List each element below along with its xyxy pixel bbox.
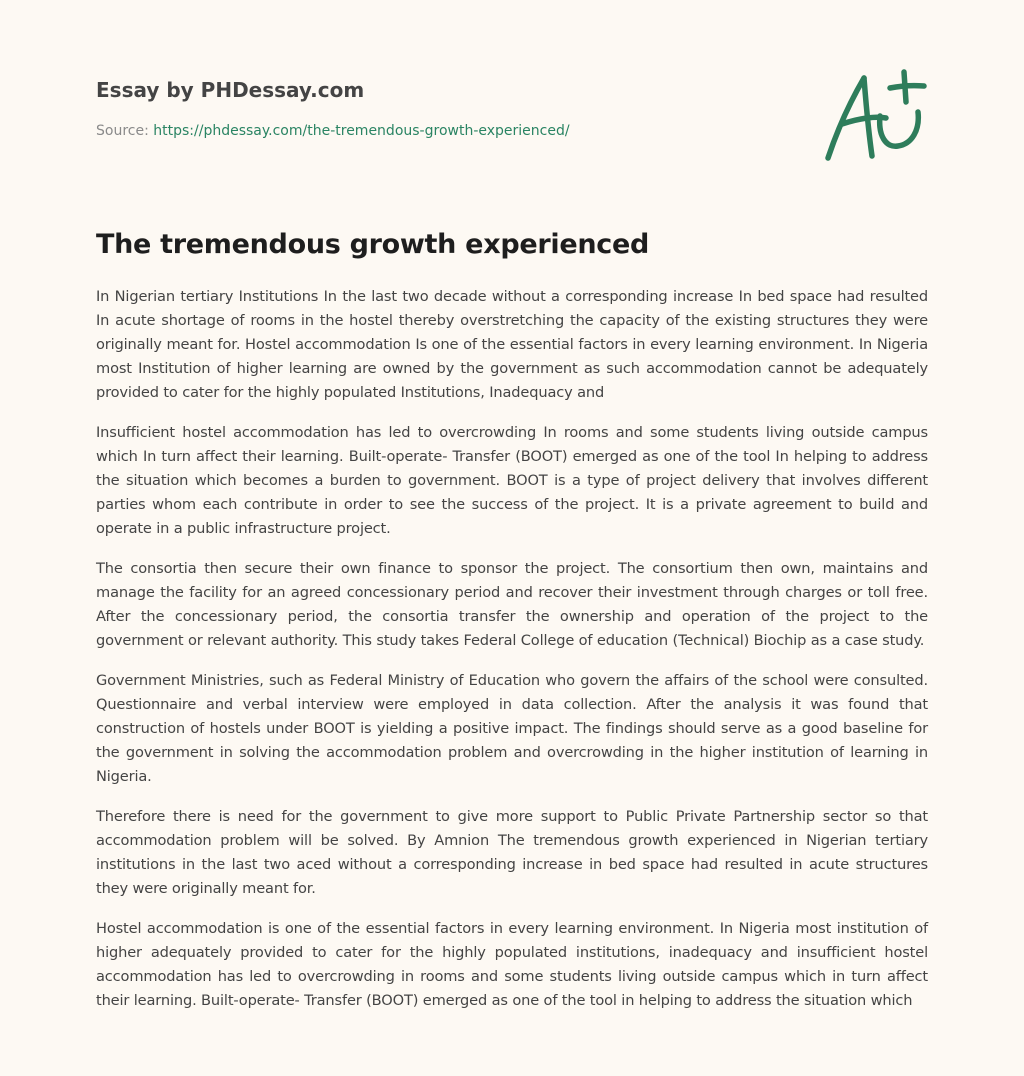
- site-title: Essay by PHDessay.com: [96, 78, 365, 102]
- essay-paragraph: Government Ministries, such as Federal Ministry of Education who govern the affairs of the school were consulted. Questionnaire and verbal interview were employed in data collection. After the analysis it was found that construction of hostels under BOOT is yielding a positive impact. The findings should serve as a good baseline for the government in solving the accommodation problem and overcrowding in the higher institution of learning in Nigeria.: [96, 672, 928, 785]
- a-plus-logo-icon: [820, 66, 930, 166]
- essay-title: The tremendous growth experienced: [96, 229, 650, 260]
- essay-paragraph: Insufficient hostel accommodation has led to overcrowding In rooms and some students living outside campus which In turn affect their learning. Built-operate- Transfer (BOOT) emerged as one of the tool In helping to address the situation which becomes a burden to government. BOOT is a type of project delivery that involves different parties whom each contribute in order to see the success of the project. It is a private agreement to build and operate in a public infrastructure project.: [96, 424, 928, 537]
- source-line: [96, 121, 796, 141]
- essay-paragraph: Hostel accommodation is one of the essential factors in every learning environment. In Nigeria most institution of higher adequately provided to cater for the highly populated institutions, inadequacy and insufficient hostel accommodation has led to overcrowding in rooms and some students living outside campus which in turn affect their learning. Built-operate- Transfer (BOOT) emerged as one of the tool in helping to address the situation which: [96, 920, 928, 1009]
- page-header: [96, 76, 796, 141]
- source-link[interactable]: https://phdessay.com/the-tremendous-growth-experienced/: [153, 123, 570, 139]
- essay-body: [96, 285, 928, 1029]
- essay-paragraph: In Nigerian tertiary Institutions In the last two decade without a corresponding increase In bed space had resulted In acute shortage of rooms in the hostel thereby overstretching the capacity of the existing structures they were originally meant for. Hostel accommodation Is one of the essential factors in every learning environment. In Nigeria most Institution of higher learning are owned by the government as such accommodation cannot be adequately provided to cater for the highly populated Institutions, Inadequacy and: [96, 288, 928, 401]
- source-label: Source:: [96, 123, 149, 139]
- essay-paragraph: The consortia then secure their own finance to sponsor the project. The consortium then own, maintains and manage the facility for an agreed concessionary period and recover their investment through charges or toll free. After the concessionary period, the consortia transfer the ownership and operation of the project to the government or relevant authority. This study takes Federal College of education (Technical) Biochip as a case study.: [96, 560, 928, 649]
- essay-paragraph: Therefore there is need for the government to give more support to Public Private Partnership sector so that accommodation problem will be solved. By Amnion The tremendous growth experienced in Nigerian tertiary institutions in the last two aced without a corresponding increase in bed space had resulted in acute structures they were originally meant for.: [96, 808, 928, 897]
